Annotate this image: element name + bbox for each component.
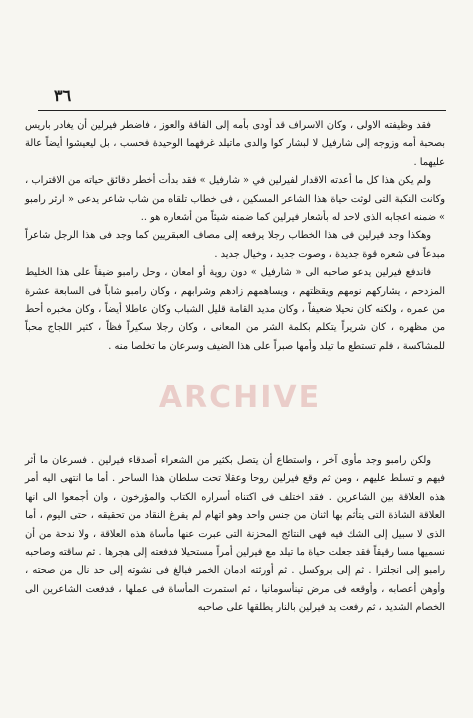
text-section-bottom xyxy=(25,452,445,618)
archive-watermark: ARCHIVE xyxy=(158,380,322,415)
paragraph: ولم يكن هذا كل ما أعدته الاقدار لفيرلين في « شارفيل » فقد بدأت أخطر دقائق حياته من الاقتراب ، وكانت النكبة التى لوثت حياة هذا الشاعر المسكين ، فى خطاب تلقاه من شاب شاعر يدعى « ارثر رامبو » ضمنه اعجابه الذى لاحد له بأشعار فيرلين كما ضمنه شيئاً من أشعاره هو .. xyxy=(25,175,445,224)
paragraph: ولكن رامبو وجد مأوى آخر ، واستطاع أن يتصل بكثير من الشعراء أصدقاء فيرلين . فسرعان ما أثر فيهم و تسلط عليهم ، ومن ثم وقع فيرلين روحا وعقلا تحت سلطان هذا الساحر . أما ما انتهى اليه أمر هذه العلاقة بين الشاعرين . فقد اختلف فى اكتناه أسراره الكتاب والمؤرخون ، وان أجمعوا الى انها العلاقة الشاذة التى يتأثم بها اثنان من جنس واحد وهو اتهام لم يفرغ النقاد من تحقيقه ، حتى اليوم ، أما الذى لا سبيل إلى الشك فيه فهى النتائج المحزنة التى عبرت عنها مأساة هذه العلاقة ، ولا ندحة من أن نسميها مسا رقيقاً فقد جعلت حياة ما تيلد مع فيرلين أمراً مستحيلا فدفعته إلى هجرها . ثم ساقته وصاحبه رامبو إلى انجلترا . ثم إلى بروكسل . ثم أورثته ادمان الخمر فبالغ فى نشوته إلى حد نال من صحته ، وأوهن أعصابه ، وأوقعه فى مرض تينأسومانيا ، ثم استمرت المأساة فى عملها ، فدفعت الشاعرين الى الخصام الشديد ، ثم رفعت يد فيرلين بالنار يطلقها على صاحبه xyxy=(25,455,445,614)
text-section-top xyxy=(25,117,445,356)
page-number: ٣٦ xyxy=(54,86,72,105)
paragraph: فقد وظيفته الاولى ، وكان الاسراف قد أودى بأمه إلى الفاقة والعوز ، فاضطر فيرلين أن يغادر باريس بصحبة أمه وزوجه إلى شارفيل لا لبشار كوا والدى ماتيلد غرفهما الوحيدة فحسب ، بل ليعيشوا أيضاً عالة عليهما . xyxy=(25,120,445,168)
paragraph: فاندفع فيرلين يدعو صاحبه الى « شارفيل » دون روية أو امعان ، وحل رامبو ضيفاً على هذا الخليط المزدحم ، يشاركهم نومهم ويقظتهم ، ويساهمهم زادهم وشرابهم ، وكان رامبو شاباً فى السابعة عشرة من عمره ، ولكنه كان نحيلا ضعيفاً ، وكان مديد القامة قليل الشباب وكان عاطلا أيضاً ، وكان مخبره أحط من مظهره ، كان شريراً يتكلم بكلمة الشر من المعانى ، وكان رجلا سكيراً فظاً ، كثير اللجاج محباً للمشاكسة ، فلم تستطع ما تيلد وأمها صبراً على هذا الضيف وسرعان ما تخلصا منه . xyxy=(25,267,445,352)
paragraph: وهكذا وجد فيرلين فى هذا الخطاب رجلا يرفعه إلى مصاف العبقريين كما وجد فى هذا الرجل شاعراً مبدعاً فى شعره قوة جديدة ، وصوت جديد ، وخيال جديد . xyxy=(25,230,445,260)
header-rule xyxy=(38,110,446,111)
